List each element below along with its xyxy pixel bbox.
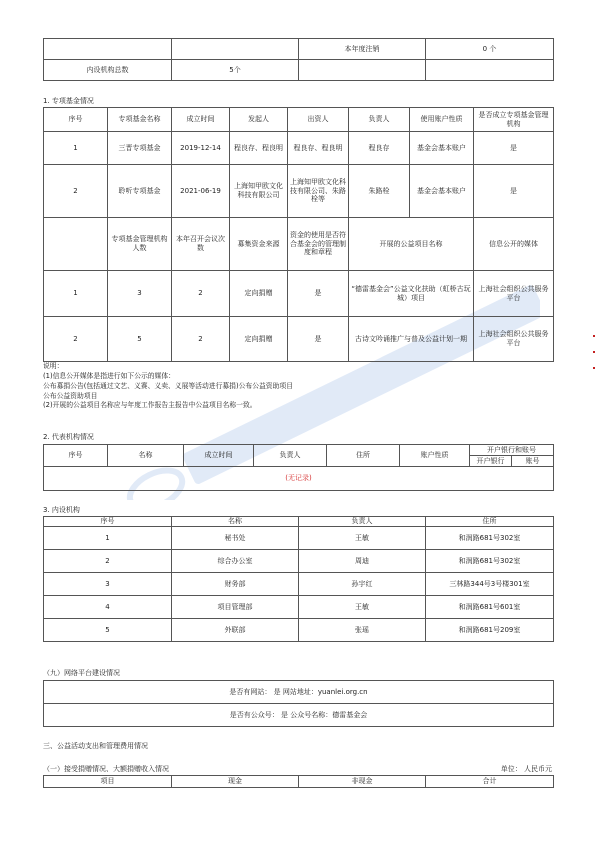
fund-header-2: 成立时间	[172, 108, 230, 132]
table-row: 1 秘书处 王敏 和润路681号302室	[44, 527, 554, 550]
internal-table	[43, 516, 554, 642]
fund-header-6: 使用账户性质	[410, 108, 474, 132]
table-row: 2 综合办公室 周迪 和润路681号302室	[44, 550, 554, 573]
internal-header-3: 住所	[426, 517, 554, 527]
wechat-info: 是否有公众号： 是 公众号名称：德雷基金会	[44, 704, 554, 727]
table-row: 5 外联部 张瑶 和润路681号209室	[44, 619, 554, 642]
notes-title: 说明：	[43, 362, 64, 370]
website-info: 是否有网站： 是 网站地址：yuanlei.org.cn	[44, 681, 554, 704]
table-row: 1 三晋专项基金 2019-12-14 程良存、程良明 程良存、程良明 程良存 基金会基本账户 是	[44, 132, 554, 165]
internal-header-0: 序号	[44, 517, 172, 527]
rep-header-4: 住所	[327, 445, 400, 467]
donation-header-3: 合计	[426, 776, 554, 788]
fund-header-4: 出资人	[288, 108, 349, 132]
cancelled-label: 本年度注销	[299, 39, 426, 60]
notes-line-3: 公布公益资助项目	[43, 391, 98, 400]
part3-sub-title: （一）接受捐赠情况、大额捐赠收入情况	[43, 765, 169, 773]
fund-header2-4: 开展的公益项目名称	[349, 218, 474, 271]
internal-total-label: 内设机构总数	[44, 60, 172, 81]
fund-header-3: 发起人	[230, 108, 288, 132]
table-row: 4 项目管理部 王敏 和润路681号601室	[44, 596, 554, 619]
rep-header-0: 序号	[44, 445, 108, 467]
notes-line-2: 公布募捐公告(包括通过文艺、义赛、义卖、义展等活动进行募捐)公布公益资助项目	[43, 381, 293, 390]
rep-table	[43, 444, 554, 491]
network-section-title: （九）网络平台建设情况	[43, 669, 120, 677]
fund-header-7: 是否成立专项基金管理机构	[474, 108, 554, 132]
rep-empty-text: (无记录)	[44, 467, 554, 491]
fund-table	[43, 107, 554, 362]
rep-bank-header: 开户银行和账号	[470, 445, 554, 456]
notes-block	[43, 362, 293, 411]
fund-header2-2: 募集资金来源	[230, 218, 288, 271]
donation-header-2: 非现金	[299, 776, 426, 788]
notes-line-4: (2)开展的公益项目名称应与年度工作报告主报告中公益项目名称一致。	[43, 401, 257, 410]
fund-header2-1: 本年召开会议次数	[172, 218, 230, 271]
summary-table	[43, 38, 554, 81]
rep-header-3: 负责人	[254, 445, 327, 467]
rep-section-title: 2. 代表机构情况	[43, 433, 94, 441]
table-row: 3 财务部 孙宇红 三林路344号3号楼301室	[44, 573, 554, 596]
cancelled-value: 0 个	[426, 39, 554, 60]
rep-header-1: 名称	[108, 445, 184, 467]
fund-header-5: 负责人	[349, 108, 410, 132]
network-table	[43, 680, 554, 727]
internal-header-1: 名称	[172, 517, 299, 527]
fund-header2-5: 信息公开的媒体	[474, 218, 554, 271]
fund-section-title: 1. 专项基金情况	[43, 97, 94, 105]
table-row: 1 3 2 定向捐赠 是 “德雷基金会”公益文化扶助（虹桥古玩城）项目 上海社会组织公共服务平台	[44, 271, 554, 317]
unit-label: 单位： 人民币元	[500, 765, 552, 773]
donation-header-0: 项目	[44, 776, 172, 788]
rep-bank-sub-1: 账号	[512, 456, 554, 467]
internal-header-2: 负责人	[299, 517, 426, 527]
red-seal-edge-icon	[585, 318, 595, 384]
fund-header-0: 序号	[44, 108, 108, 132]
table-row: 2 5 2 定向捐赠 是 古诗文吟诵推广与普及公益计划一期 上海社会组织公共服务平台	[44, 317, 554, 362]
fund-header2-3: 资金的使用是否符合基金会的管理制度和章程	[288, 218, 349, 271]
fund-header2-0: 专项基金管理机构人数	[108, 218, 172, 271]
table-row: 2 聆听专项基金 2021-06-19 上海知甲欧文化科技有限公司 上海知甲欧文化科技有限公司、朱路栓等 朱路栓 基金会基本账户 是	[44, 165, 554, 218]
part3-title: 三、公益活动支出和管理费用情况	[43, 742, 148, 750]
rep-header-2: 成立时间	[184, 445, 254, 467]
notes-line-1: (1)信息公开媒体是指进行如下公示的媒体：	[43, 371, 175, 380]
internal-section-title: 3. 内设机构	[43, 506, 80, 514]
fund-header-1: 专项基金名称	[108, 108, 172, 132]
donation-table	[43, 775, 554, 788]
donation-header-1: 现金	[172, 776, 299, 788]
rep-bank-sub-0: 开户银行	[470, 456, 512, 467]
rep-header-5: 账户性质	[400, 445, 470, 467]
internal-total-value: 5个	[172, 60, 299, 81]
